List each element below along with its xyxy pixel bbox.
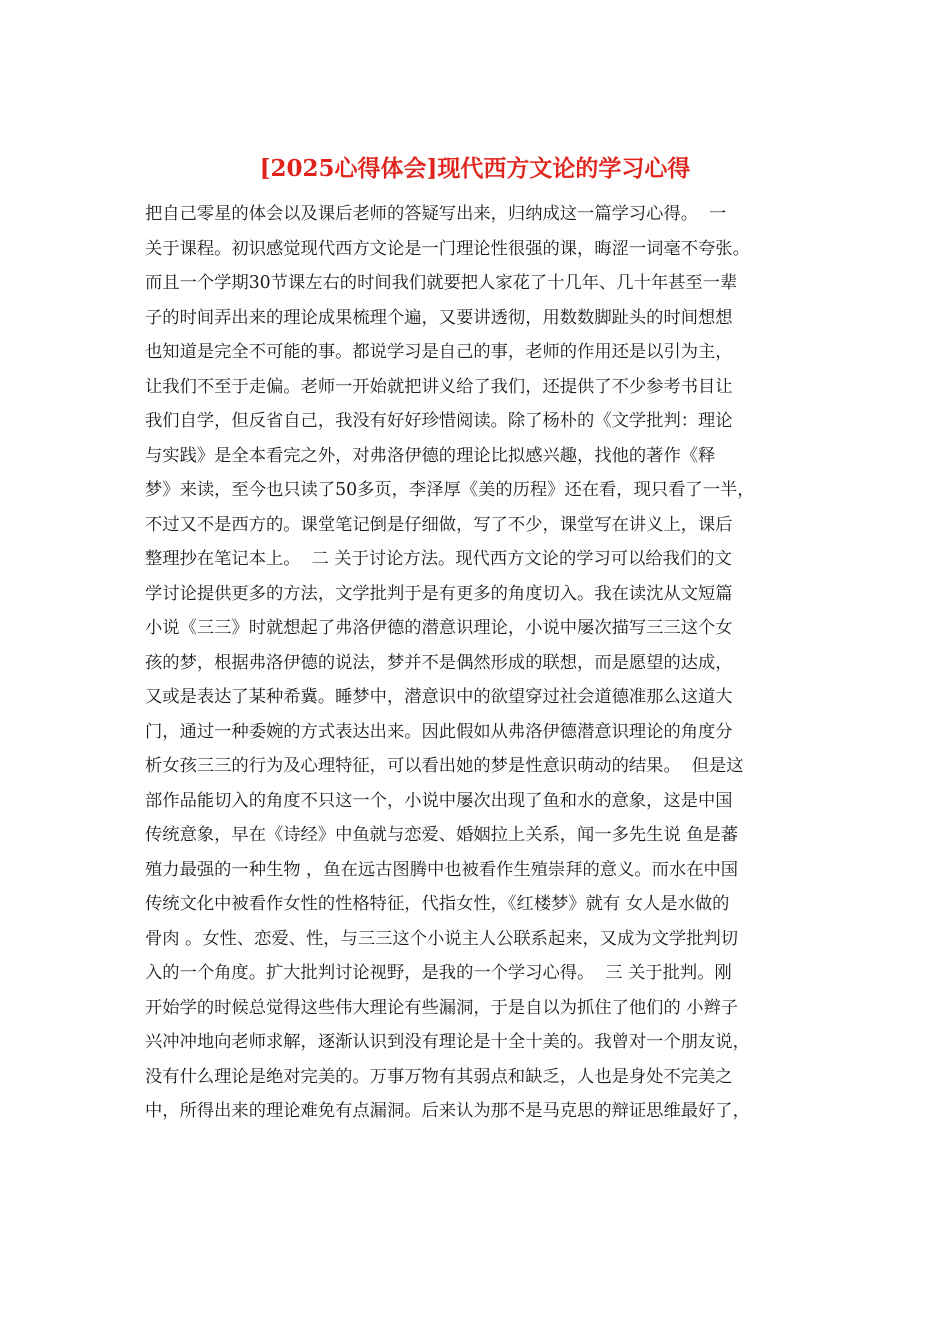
body-line: 析女孩三三的行为及心理特征，可以看出她的梦是性意识萌动的结果。 但是这 bbox=[145, 756, 744, 776]
body-line: 让我们不至于走偏。老师一开始就把讲义给了我们，还提供了不少参考书目让 bbox=[145, 376, 733, 397]
body-line: 不过又不是西方的。课堂笔记倒是仔细做，写了不少，课堂写在讲义上，课后 bbox=[145, 514, 733, 535]
body-line: 把自己零星的体会以及课后老师的答疑写出来，归纳成这一篇学习心得。 一 bbox=[145, 204, 727, 224]
body-line: 也知道是完全不可能的事。都说学习是自己的事，老师的作用还是以引为主， bbox=[145, 342, 733, 362]
document-title: [2025心得体会]现代西方文论的学习心得 bbox=[259, 155, 691, 182]
body-line: 梦》来读，至今也只读了50多页，李泽厚《美的历程》还在看，现只看了一半， bbox=[145, 480, 755, 500]
body-line: 开始学的时候总觉得这些伟大理论有些漏洞，于是自以为抓住了他们的 小辫子 bbox=[145, 997, 739, 1018]
body-line: 又或是表达了某种希冀。睡梦中，潜意识中的欲望穿过社会道德准那么这道大 bbox=[145, 687, 733, 707]
body-line: 没有什么理论是绝对完美的。万事万物有其弱点和缺乏，人也是身处不完美之 bbox=[145, 1066, 733, 1087]
body-line: 兴冲冲地向老师求解，逐渐认识到没有理论是十全十美的。我曾对一个朋友说， bbox=[145, 1032, 750, 1052]
body-line: 中，所得出来的理论难免有点漏洞。后来认为那不是马克思的辩证思维最好了， bbox=[145, 1101, 750, 1121]
body-line: 学讨论提供更多的方法，文学批判于是有更多的角度切入。我在读沈从文短篇 bbox=[145, 583, 733, 604]
body-line: 我们自学，但反省自己，我没有好好珍惜阅读。除了杨朴的《文学批判：理论 bbox=[145, 411, 733, 431]
body-line: 整理抄在笔记本上。 二 关于讨论方法。现代西方文论的学习可以给我们的文 bbox=[145, 549, 732, 569]
body-line: 传统意象，早在《诗经》中鱼就与恋爱、婚姻拉上关系，闻一多先生说 鱼是蕃 bbox=[145, 825, 739, 845]
body-line: 与实践》是全本看完之外，对弗洛伊德的理论比拟感兴趣，找他的著作《释 bbox=[145, 445, 716, 466]
document-body bbox=[145, 197, 825, 1129]
body-line: 门，通过一种委婉的方式表达出来。因此假如从弗洛伊德潜意识理论的角度分 bbox=[145, 721, 733, 742]
body-line: 殖力最强的一种生物 ，鱼在远古图腾中也被看作生殖崇拜的意义。而水在中国 bbox=[145, 859, 739, 880]
body-line: 而且一个学期30节课左右的时间我们就要把人家花了十几年、几十年甚至一辈 bbox=[145, 273, 738, 293]
body-line: 部作品能切入的角度不只这一个，小说中屡次出现了鱼和水的意象，这是中国 bbox=[145, 790, 733, 811]
body-line: 传统文化中被看作女性的性格特征，代指女性，《红楼梦》就有 女人是水做的 bbox=[145, 894, 730, 914]
body-line: 孩的梦，根据弗洛伊德的说法，梦并不是偶然形成的联想，而是愿望的达成， bbox=[145, 652, 733, 673]
body-line: 骨肉 。女性、恋爱、性，与三三这个小说主人公联系起来，又成为文学批判切 bbox=[145, 928, 739, 949]
body-line: 入的一个角度。扩大批判讨论视野，是我的一个学习心得。 三 关于批判。刚 bbox=[145, 963, 732, 983]
body-line: 子的时间弄出来的理论成果梳理个遍，又要讲透彻，用数数脚趾头的时间想想 bbox=[145, 307, 733, 328]
body-line: 小说《三三》时就想起了弗洛伊德的潜意识理论，小说中屡次描写三三这个女 bbox=[145, 618, 733, 638]
body-line: 关于课程。初识感觉现代西方文论是一门理论性很强的课，晦涩一词毫不夸张。 bbox=[145, 238, 750, 259]
